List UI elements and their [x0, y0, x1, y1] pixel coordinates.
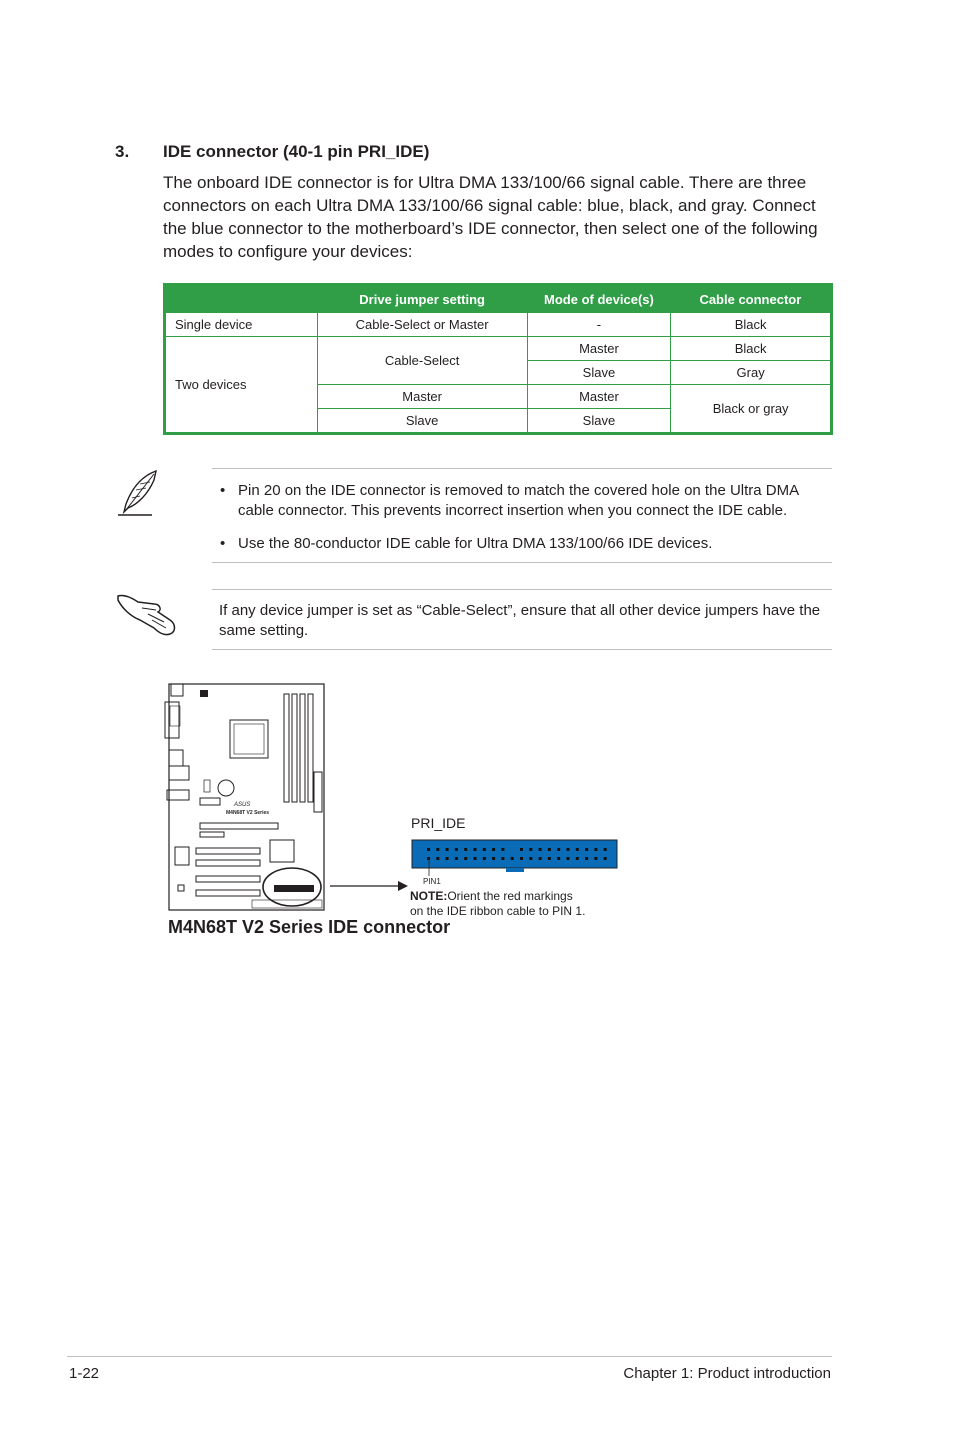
connector-pin: [548, 857, 551, 860]
caution-box: [212, 589, 832, 650]
section-title: IDE connector (40-1 pin PRI_IDE): [163, 142, 430, 161]
table-cell: Slave: [527, 361, 671, 385]
connector-pin: [604, 848, 607, 851]
connector-pin: [464, 857, 467, 860]
connector-pin: [474, 857, 477, 860]
ide-mode-table: [163, 283, 833, 435]
connector-pin: [576, 857, 579, 860]
pointer-arrow: [330, 880, 410, 892]
connector-pin: [436, 848, 439, 851]
feather-note-icon: [112, 468, 164, 520]
page-number: 1-22: [69, 1365, 100, 1382]
chapter-title: Chapter 1: Product introduction: [623, 1365, 831, 1382]
note-item: Use the 80-conductor IDE cable for Ultra DMA 133/100/66 IDE devices.: [238, 535, 713, 552]
table-cell: Master: [317, 385, 527, 409]
table-cell: Single device: [165, 313, 318, 337]
note-item: Pin 20 on the IDE connector is removed to match the covered hole on the Ultra DMA cable connector. This prevents incorrect insertion when you connect the IDE cable.: [238, 482, 799, 519]
footer-divider: [67, 1356, 832, 1357]
table-header: Cable connector: [671, 285, 832, 313]
board-logo: ASUS: [234, 802, 251, 808]
note-box: [212, 468, 832, 563]
connector-pin: [557, 857, 560, 860]
connector-pin: [446, 848, 449, 851]
table-cell: Master: [527, 385, 671, 409]
connector-pin: [604, 857, 607, 860]
connector-pin: [427, 848, 430, 851]
connector-pin: [594, 848, 597, 851]
connector-pin: [539, 848, 542, 851]
connector-pin: [567, 848, 570, 851]
orientation-note: [410, 889, 585, 919]
board-model: M4N68T V2 Series: [226, 810, 270, 816]
caution-text: If any device jumper is set as “Cable-Select”, ensure that all other device jumpers have the same setting.: [219, 602, 821, 639]
connector-pin: [492, 857, 495, 860]
hand-caution-icon: [114, 590, 180, 638]
connector-pin: [464, 848, 467, 851]
connector-pin: [483, 848, 486, 851]
pri-ide-label: PRI_IDE: [411, 815, 466, 831]
connector-pin: [483, 857, 486, 860]
table-cell: Cable-Select or Master: [317, 313, 527, 337]
table-cell: Slave: [317, 409, 527, 434]
connector-pin: [529, 848, 532, 851]
table-header: [165, 285, 318, 313]
connector-pin: [567, 857, 570, 860]
diagram-caption: M4N68T V2 Series IDE connector: [168, 917, 451, 937]
table-header-row: [165, 285, 832, 313]
table-row: [165, 313, 832, 337]
table-header: Drive jumper setting: [317, 285, 527, 313]
connector-pin: [501, 848, 504, 851]
motherboard-diagram: [160, 680, 335, 916]
connector-pin: [455, 848, 458, 851]
connector-pin: [501, 857, 504, 860]
connector-pin: [446, 857, 449, 860]
connector-pin: [520, 857, 523, 860]
bullet: •: [220, 482, 226, 499]
bullet: •: [220, 535, 226, 552]
connector-pin: [585, 857, 588, 860]
pin1-label: PIN1: [423, 877, 441, 886]
section-number: 3.: [115, 142, 130, 161]
connector-pin: [520, 848, 523, 851]
table-row: [165, 337, 832, 361]
connector-pin: [576, 848, 579, 851]
connector-pin: [548, 848, 551, 851]
connector-pin: [529, 857, 532, 860]
table-cell: -: [527, 313, 671, 337]
table-cell: Black: [671, 313, 832, 337]
connector-pin: [557, 848, 560, 851]
connector-pin: [594, 857, 597, 860]
section-heading: [115, 142, 429, 162]
connector-pin: [436, 857, 439, 860]
table-cell: Master: [527, 337, 671, 361]
connector-pin: [511, 857, 514, 860]
table-cell: Black or gray: [671, 385, 832, 434]
note-label: NOTE:: [410, 889, 448, 903]
pri-ide-connector: [410, 838, 620, 878]
intro-paragraph: The onboard IDE connector is for Ultra DMA 133/100/66 signal cable. There are three connectors on each Ultra DMA 133/100/66 signal cable: blue, black, and gray. Connect the blue connector to the motherboard’s IDE connector, then select one of the following modes to configure your devices:: [163, 173, 818, 261]
table-cell: Two devices: [165, 337, 318, 434]
connector-pin: [474, 848, 477, 851]
connector-pin: [427, 857, 430, 860]
table-cell: Gray: [671, 361, 832, 385]
table-cell: Cable-Select: [317, 337, 527, 385]
table-header: Mode of device(s): [527, 285, 671, 313]
table-cell: Black: [671, 337, 832, 361]
table-cell: Slave: [527, 409, 671, 434]
note-line: on the IDE ribbon cable to PIN 1.: [410, 904, 586, 918]
connector-pin: [492, 848, 495, 851]
connector-pin: [455, 857, 458, 860]
connector-pin: [585, 848, 588, 851]
note-line: Orient the red markings: [447, 889, 573, 903]
connector-pin: [539, 857, 542, 860]
